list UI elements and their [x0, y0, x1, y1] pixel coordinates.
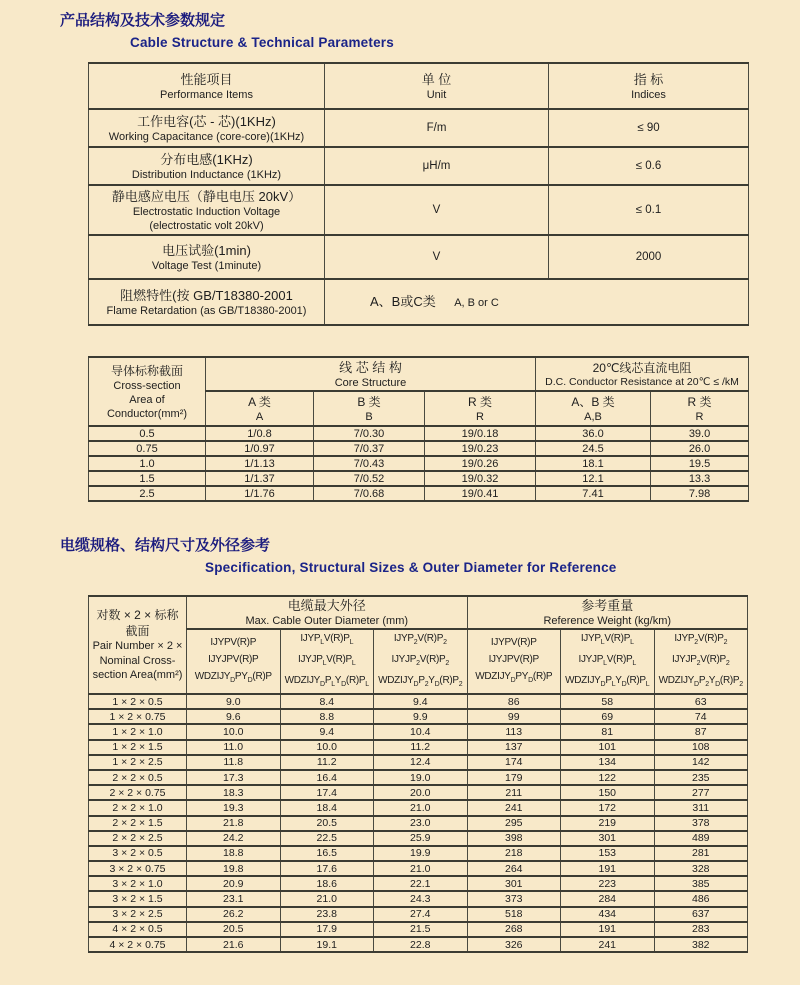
table-cell: 21.0: [374, 861, 468, 876]
item-zh: 工作电容(芯 - 芯)(1KHz): [137, 113, 276, 129]
table-cell: 86: [467, 694, 561, 709]
table-cell: 301: [561, 831, 655, 846]
table-cell: 17.4: [280, 785, 374, 800]
header-en: Unit: [426, 88, 447, 101]
table-cell: 9.6: [187, 709, 281, 724]
table-cell: 1 × 2 × 1.0: [89, 724, 187, 739]
table-cell: 211: [467, 785, 561, 800]
table-row: [89, 755, 748, 770]
table-cell: 19.9: [374, 846, 468, 861]
table-row: [89, 426, 749, 441]
flame-class-zh: A、B或C类: [370, 294, 436, 309]
table-cell: 27.4: [374, 907, 468, 922]
header-zh: 指 标: [633, 71, 664, 87]
header-zh: R 类: [468, 394, 493, 409]
header-conductor-area: [89, 357, 206, 426]
table-cell: 486: [654, 891, 748, 906]
model-name: $WDZIJY_DP_2Y_D(R)P_2$: [378, 675, 463, 688]
table-cell: 489: [654, 831, 748, 846]
model-name: $WDZIJY_DP_LY_D(R)P_L$: [284, 675, 369, 688]
table-row: [89, 694, 748, 709]
model-cell-diameter-2: [280, 629, 374, 694]
model-name: IJYPV(R)P: [210, 637, 257, 648]
table-cell: 9.9: [374, 709, 468, 724]
item-cell: [89, 185, 325, 235]
table-row: [89, 816, 748, 831]
header-zh: 性能项目: [180, 71, 233, 87]
table-cell: 378: [654, 816, 748, 831]
table-cell: 172: [561, 800, 655, 815]
table-cell: 26.0: [651, 441, 749, 456]
model-cell-weight-2: [561, 629, 655, 694]
section-technical-parameters: [0, 9, 800, 50]
table-cell: 11.0: [187, 740, 281, 755]
table-row: [89, 846, 748, 861]
model-name: $IJYP_LV(R)P_L$: [580, 633, 634, 646]
table-cell: 24.3: [374, 891, 468, 906]
table-row: [89, 486, 749, 501]
table-row: [89, 740, 748, 755]
table-cell: 153: [561, 846, 655, 861]
item-zh: 分布电感(1KHz): [160, 151, 253, 167]
table-cell: 3 × 2 × 1.0: [89, 876, 187, 891]
table-cell: 1.0: [89, 456, 206, 471]
header-en: Cross-section: [113, 379, 181, 392]
table-cell: 10.4: [374, 724, 468, 739]
model-name: $IJYP_LV(R)P_L$: [300, 633, 354, 646]
table-cell: 11.2: [280, 755, 374, 770]
item-en: (electrostatic volt 20kV): [149, 219, 264, 232]
section2-title-en: Specification, Structural Sizes & Outer Diameter for Reference: [205, 560, 617, 575]
table-cell: 7/0.37: [314, 441, 425, 456]
table-cell: 21.5: [374, 922, 468, 937]
table-row: [89, 235, 749, 279]
table-cell: 1 × 2 × 1.5: [89, 740, 187, 755]
table-cell: 137: [467, 740, 561, 755]
unit-cell: μH/m: [325, 147, 549, 185]
table-cell: 1 × 2 × 0.5: [89, 694, 187, 709]
table-row: [89, 876, 748, 891]
header-zh: 20℃线芯直流电阻: [592, 360, 692, 375]
table-cell: 150: [561, 785, 655, 800]
table-cell: 19.0: [374, 770, 468, 785]
header-en: Performance Items: [160, 88, 253, 101]
table-row: [89, 800, 748, 815]
table-cell: 1 × 2 × 2.5: [89, 755, 187, 770]
table-row: [89, 831, 748, 846]
header-max-outer-diameter: [187, 596, 468, 629]
table-cell: 268: [467, 922, 561, 937]
table-cell: 1 × 2 × 0.75: [89, 709, 187, 724]
table-cell: 134: [561, 755, 655, 770]
unit-cell: V: [325, 185, 549, 235]
header-dc-resistance: [536, 357, 749, 391]
table-cell: 9.4: [280, 724, 374, 739]
table-cell: 39.0: [651, 426, 749, 441]
table-cell: 1.5: [89, 471, 206, 486]
table-cell: 218: [467, 846, 561, 861]
table-cell: 284: [561, 891, 655, 906]
table-cell: 19/0.32: [425, 471, 536, 486]
table-cell: 81: [561, 724, 655, 739]
table-cell: 11.8: [187, 755, 281, 770]
index-cell: ≤ 0.6: [549, 147, 749, 185]
table-cell: 23.8: [280, 907, 374, 922]
table-cell: 10.0: [280, 740, 374, 755]
table-cell: 12.1: [536, 471, 651, 486]
table-cell: 7.41: [536, 486, 651, 501]
table-cell: 9.4: [374, 694, 468, 709]
item-en: Distribution Inductance (1KHz): [131, 168, 282, 181]
model-name: $IJYJP_LV(R)P_L$: [578, 654, 637, 667]
table-cell: 17.3: [187, 770, 281, 785]
table-cell: 311: [654, 800, 748, 815]
header-en: Core Structure: [334, 376, 407, 389]
performance-table: [88, 62, 749, 326]
table-cell: 1/0.97: [206, 441, 314, 456]
model-name: IJYPV(R)P: [490, 637, 537, 648]
table-cell: 7/0.52: [314, 471, 425, 486]
table-cell: 1/1.13: [206, 456, 314, 471]
table-header-row: [89, 63, 749, 109]
table-row: [89, 147, 749, 185]
header-zh: 线 芯 结 构: [339, 359, 402, 375]
table-cell: 281: [654, 846, 748, 861]
datasheet-page: [0, 9, 800, 953]
table-cell: 382: [654, 937, 748, 952]
table-cell: 174: [467, 755, 561, 770]
model-cell-diameter-3: [374, 629, 468, 694]
model-name: $IJYP_2V(R)P_2$: [393, 633, 447, 646]
index-cell: ≤ 90: [549, 109, 749, 147]
table-cell: 19.1: [280, 937, 374, 952]
table-row: [89, 907, 748, 922]
model-name: $WDZIJY_DP_LY_D(R)P_L$: [565, 675, 650, 688]
table-cell: 2 × 2 × 1.0: [89, 800, 187, 815]
table-cell: 518: [467, 907, 561, 922]
model-name: $IJYJP_2V(R)P_2$: [391, 654, 450, 667]
core-structure-table: [88, 356, 749, 502]
header-core-structure: [206, 357, 536, 391]
table-cell: 219: [561, 816, 655, 831]
table-cell: 223: [561, 876, 655, 891]
item-cell: [89, 109, 325, 147]
table-cell: 241: [561, 937, 655, 952]
table-cell: 19/0.26: [425, 456, 536, 471]
table-cell: 11.2: [374, 740, 468, 755]
unit-cell: F/m: [325, 109, 549, 147]
table-row: [89, 891, 748, 906]
table-cell: 69: [561, 709, 655, 724]
table-cell: 19/0.23: [425, 441, 536, 456]
table-row: [89, 471, 749, 486]
table-cell: 637: [654, 907, 748, 922]
header-line: Nominal Cross-: [99, 654, 176, 667]
specification-table-body: [89, 694, 748, 952]
table-cell: 191: [561, 861, 655, 876]
table-row: [89, 861, 748, 876]
table-cell: 17.9: [280, 922, 374, 937]
table-cell: 101: [561, 740, 655, 755]
table-row: [89, 456, 749, 471]
subheader-class-r: [425, 391, 536, 426]
table-cell: 241: [467, 800, 561, 815]
table-cell: 10.0: [187, 724, 281, 739]
header-line: 对数 × 2 × 标称: [96, 608, 179, 623]
unit-cell: V: [325, 235, 549, 279]
table-cell: 1/1.76: [206, 486, 314, 501]
table-cell: 26.2: [187, 907, 281, 922]
table-cell: 17.6: [280, 861, 374, 876]
table-cell: 326: [467, 937, 561, 952]
table-cell: 18.6: [280, 876, 374, 891]
subheader-class-a: [206, 391, 314, 426]
table-cell: 58: [561, 694, 655, 709]
item-zh: 静电感应电压（静电电压 20kV）: [111, 188, 302, 204]
table-cell: 20.0: [374, 785, 468, 800]
model-cell-diameter-1: [187, 629, 281, 694]
table-cell: 22.8: [374, 937, 468, 952]
header-zh: 单 位: [421, 71, 452, 87]
table-cell: 142: [654, 755, 748, 770]
header-reference-weight: [467, 596, 748, 629]
table-cell: 20.9: [187, 876, 281, 891]
header-line: 截面: [125, 624, 150, 639]
header-zh: 参考重量: [581, 598, 634, 613]
item-en: Flame Retardation (as GB/T18380-2001): [106, 304, 307, 317]
specification-table: [88, 595, 748, 953]
table-cell: 19.5: [651, 456, 749, 471]
table-row: [89, 709, 748, 724]
table-cell: 19/0.18: [425, 426, 536, 441]
table-cell: 18.1: [536, 456, 651, 471]
item-en: Working Capacitance (core-core)(1KHz): [108, 130, 305, 143]
table-cell: 2 × 2 × 2.5: [89, 831, 187, 846]
section1-title-en: Cable Structure & Technical Parameters: [130, 35, 394, 50]
subheader-class-b: [314, 391, 425, 426]
table-cell: 1/1.37: [206, 471, 314, 486]
item-cell: [89, 147, 325, 185]
table-cell: 283: [654, 922, 748, 937]
table-cell: 4 × 2 × 0.5: [89, 922, 187, 937]
table-cell: 21.8: [187, 816, 281, 831]
table-cell: 7/0.43: [314, 456, 425, 471]
table-cell: 1/0.8: [206, 426, 314, 441]
table-cell: 3 × 2 × 0.5: [89, 846, 187, 861]
table-row: [89, 770, 748, 785]
subheader-class-ab: [536, 391, 651, 426]
table-cell: 20.5: [187, 922, 281, 937]
table-cell: 179: [467, 770, 561, 785]
table-cell: 18.8: [187, 846, 281, 861]
table-cell: 2 × 2 × 0.75: [89, 785, 187, 800]
item-cell: [89, 279, 325, 325]
item-en: Voltage Test (1minute): [151, 259, 262, 272]
model-name: $WDZIJY_DPY_D(R)P$: [194, 671, 272, 684]
table-cell: 63: [654, 694, 748, 709]
table-row: [89, 279, 749, 325]
table-row: [89, 441, 749, 456]
table-cell: 13.3: [651, 471, 749, 486]
table-row: [89, 724, 748, 739]
header-en: Reference Weight (kg/km): [543, 615, 672, 627]
table-cell: 7.98: [651, 486, 749, 501]
flame-class-cell: [325, 279, 749, 325]
table-cell: 22.5: [280, 831, 374, 846]
header-en: Max. Cable Outer Diameter (mm): [245, 615, 409, 627]
table-cell: 328: [654, 861, 748, 876]
header-en: B: [365, 410, 373, 423]
item-en: Electrostatic Induction Voltage: [132, 205, 281, 218]
table-cell: 2 × 2 × 0.5: [89, 770, 187, 785]
header-en: D.C. Conductor Resistance at 20℃ ≤ /kM: [545, 375, 739, 388]
table-cell: 2 × 2 × 1.5: [89, 816, 187, 831]
model-name: IJYJPV(R)P: [208, 654, 259, 665]
table-cell: 19.3: [187, 800, 281, 815]
table-cell: 264: [467, 861, 561, 876]
header-zh: 导体标称截面: [110, 363, 183, 378]
table-cell: 23.0: [374, 816, 468, 831]
model-cell-weight-3: [654, 629, 748, 694]
table-cell: 23.1: [187, 891, 281, 906]
table-cell: 20.5: [280, 816, 374, 831]
flame-class-en: A, B or C: [454, 297, 499, 309]
table-cell: 235: [654, 770, 748, 785]
header-en: R: [695, 410, 704, 423]
table-cell: 122: [561, 770, 655, 785]
table-cell: 16.4: [280, 770, 374, 785]
table-cell: 4 × 2 × 0.75: [89, 937, 187, 952]
table-cell: 398: [467, 831, 561, 846]
table-group-header-row: [89, 596, 748, 629]
table-cell: 24.2: [187, 831, 281, 846]
table-row: [89, 922, 748, 937]
table-cell: 3 × 2 × 0.75: [89, 861, 187, 876]
item-zh: 电压试验(1min): [162, 242, 251, 258]
table-cell: 16.5: [280, 846, 374, 861]
header-performance-items: [89, 63, 325, 109]
table-cell: 7/0.68: [314, 486, 425, 501]
table-cell: 301: [467, 876, 561, 891]
section1-title-zh: 产品结构及技术参数规定: [60, 12, 226, 29]
table-cell: 385: [654, 876, 748, 891]
table-cell: 2.5: [89, 486, 206, 501]
header-line: Pair Number × 2 ×: [92, 640, 183, 653]
table-cell: 9.0: [187, 694, 281, 709]
table-cell: 99: [467, 709, 561, 724]
table-cell: 18.3: [187, 785, 281, 800]
table-cell: 21.0: [280, 891, 374, 906]
table-row: [89, 185, 749, 235]
table-cell: 19.8: [187, 861, 281, 876]
table-cell: 0.75: [89, 441, 206, 456]
header-en: A,B: [584, 410, 602, 423]
header-zh: A 类: [248, 394, 271, 409]
header-unit: [325, 63, 549, 109]
model-name: IJYJPV(R)P: [488, 654, 539, 665]
table-cell: 24.5: [536, 441, 651, 456]
item-cell: [89, 235, 325, 279]
header-line: section Area(mm²): [92, 669, 183, 682]
table-cell: 21.0: [374, 800, 468, 815]
table-cell: 74: [654, 709, 748, 724]
model-name: $IJYJP_LV(R)P_L$: [297, 654, 356, 667]
table-cell: 36.0: [536, 426, 651, 441]
table-row: [89, 109, 749, 147]
table-cell: 87: [654, 724, 748, 739]
table-cell: 22.1: [374, 876, 468, 891]
model-name: $IJYJP_2V(R)P_2$: [671, 654, 730, 667]
table-cell: 108: [654, 740, 748, 755]
table-cell: 25.9: [374, 831, 468, 846]
model-name: $WDZIJY_DPY_D(R)P$: [475, 671, 553, 684]
section-specification: [0, 534, 800, 575]
table-cell: 21.6: [187, 937, 281, 952]
subheader-class-r2: [651, 391, 749, 426]
table-row: [89, 785, 748, 800]
table-cell: 19/0.41: [425, 486, 536, 501]
table-cell: 12.4: [374, 755, 468, 770]
table-cell: 113: [467, 724, 561, 739]
table-cell: 277: [654, 785, 748, 800]
header-zh: A、B 类: [571, 394, 615, 409]
index-cell: ≤ 0.1: [549, 185, 749, 235]
model-name: $IJYP_2V(R)P_2$: [674, 633, 728, 646]
table-cell: 295: [467, 816, 561, 831]
table-cell: 18.4: [280, 800, 374, 815]
table-cell: 191: [561, 922, 655, 937]
section2-title-zh: 电缆规格、结构尺寸及外径参考: [60, 537, 271, 554]
model-name: $WDZIJY_DP_2Y_D(R)P_2$: [658, 675, 743, 688]
header-zh: 电缆最大外径: [287, 598, 366, 613]
header-pair-number: [89, 596, 187, 694]
table-cell: 373: [467, 891, 561, 906]
item-zh: 阻燃特性(按 GB/T18380-2001: [120, 287, 293, 303]
table-cell: 3 × 2 × 2.5: [89, 907, 187, 922]
core-structure-table-body: [89, 426, 749, 501]
table-cell: 8.8: [280, 709, 374, 724]
model-header-row: [89, 629, 748, 694]
table-cell: 7/0.30: [314, 426, 425, 441]
header-en: Indices: [631, 88, 666, 101]
header-zh: B 类: [357, 394, 381, 409]
header-indices: [549, 63, 749, 109]
header-en: Area of Conductor(mm²): [106, 393, 188, 420]
table-cell: 0.5: [89, 426, 206, 441]
table-row: [89, 937, 748, 952]
header-en: R: [476, 410, 484, 423]
header-en: A: [255, 410, 264, 423]
header-zh: R 类: [687, 394, 712, 409]
table-cell: 8.4: [280, 694, 374, 709]
table-group-header-row: [89, 357, 749, 391]
model-cell-weight-1: [467, 629, 561, 694]
index-cell: 2000: [549, 235, 749, 279]
table-cell: 3 × 2 × 1.5: [89, 891, 187, 906]
table-cell: 434: [561, 907, 655, 922]
